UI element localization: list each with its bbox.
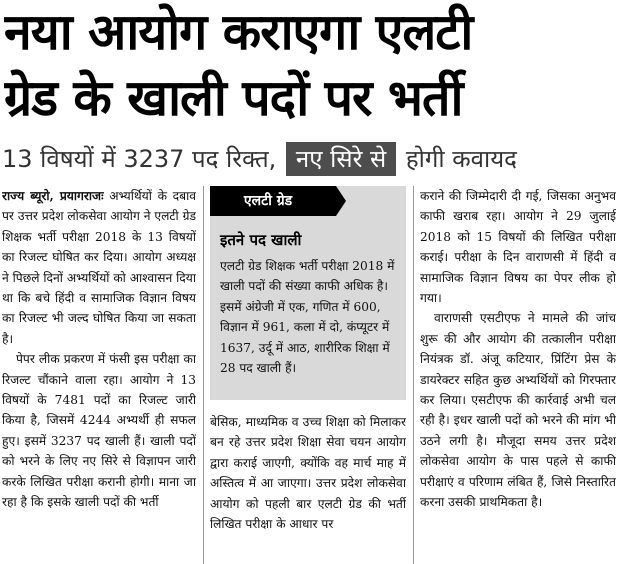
- subheadline: [2, 138, 616, 180]
- sidebar-text: एलटी ग्रेड शिक्षक भर्ती परीक्षा 2018 में खाली पदों की संख्या काफी अधिक है। इसमें अंग्रेजी में एक, गणित में 600, विज्ञान में 961, कला में दो, कंप्यूटर में 1637, उर्दू में आठ, शारीरिक शिक्षा में 28 पद खाली हैं।: [220, 259, 395, 376]
- article-paragraph: वाराणसी एसटीएफ ने मामले की जांच शुरू की और आयोग की तत्कालीन परीक्षा नियंत्रक डॉ. अंजू कटियार, प्रिंटिंग प्रेस के डायरेक्टर सहित कुछ अभ्यर्थियों को गिरफ्तार कर लिया। एसटीएफ की कार्रवाई अभी चल रही है। इधर खाली पदों को भरने की मांग भी उठने लगी है। मौजूदा समय उत्तर प्रदेश लोकसेवा आयोग के पास पहले से काफी परीक्षाएं व परिणाम लंबित हैं, जिसे निस्तारित करना उसकी प्राथमिकता है।: [420, 311, 616, 510]
- headline-line-1: नया आयोग कराएगा एलटी: [4, 3, 473, 61]
- paragraph-text: अभ्यर्थियों के दबाव पर उत्तर प्रदेश लोकसेवा आयोग ने एलटी ग्रेड शिक्षक भर्ती परीक्षा 2018 के 13 विषयों का रिजल्ट घोषित कर दिया। आयोग अध्यक्ष ने पिछले दिनों अभ्यर्थियों को आश्वासन दिया था कि बचे हिंदी व सामाजिक विज्ञान विषय का रिजल्ट भी जल्द घोषित किया जा सकता है।: [2, 189, 196, 346]
- article-column-3: [420, 186, 616, 564]
- byline: राज्य ब्यूरो, प्रयागराजः: [2, 189, 104, 203]
- sidebar-tag: एलटी ग्रेड: [210, 186, 336, 216]
- subhead-highlight: नए सिरे से: [286, 142, 396, 176]
- column-divider: [203, 186, 204, 564]
- sidebar-title: इतने पद खाली: [220, 231, 302, 249]
- subhead-text-end: होगी कवायद: [405, 145, 517, 173]
- article-column-1: [2, 186, 196, 564]
- column-divider: [413, 186, 414, 564]
- article-paragraph: कराने की जिम्मेदारी दी गई, जिसका अनुभव काफी खराब रहा। आयोग ने 29 जुलाई 2018 को 15 विषयों की लिखित परीक्षा कराई। परीक्षा के दिन वाराणसी में हिंदी व सामाजिक विज्ञान विषय का पेपर लीक हो गया।: [420, 189, 616, 306]
- article-paragraph: बेसिक, माध्यमिक व उच्च शिक्षा को मिलाकर बन रहे उत्तर प्रदेश शिक्षा सेवा चयन आयोग द्वारा कराई जाएगी, क्योंकि वह मार्च माह में अस्तित्व में आ जाएगा। उत्तर प्रदेश लोकसेवा आयोग को पहली बार एलटी ग्रेड की भर्ती लिखित परीक्षा के आधार पर: [210, 415, 406, 532]
- article-paragraph: [2, 186, 196, 349]
- sidebar-box: [210, 186, 406, 400]
- article-column-2: [210, 412, 406, 564]
- headline: [4, 0, 616, 132]
- subhead-text: 13 विषयों में 3237 पद रिक्त,: [2, 145, 277, 173]
- article-paragraph: पेपर लीक प्रकरण में फंसी इस परीक्षा का रिजल्ट चौंकाने वाला रहा। आयोग ने 13 विषयों के 7481 पदों का रिजल्ट जारी किया है, जिसमें 4244 अभ्यर्थी ही सफल हुए। इसमें 3237 पद खाली हैं। खाली पदों को भरने के लिए नए सिरे से विज्ञापन जारी करके लिखित परीक्षा करानी होगी। माना जा रहा है कि इसके खाली पदों की भर्ती: [2, 352, 196, 510]
- headline-line-2: ग्रेड के खाली पदों पर भर्ती: [4, 69, 463, 127]
